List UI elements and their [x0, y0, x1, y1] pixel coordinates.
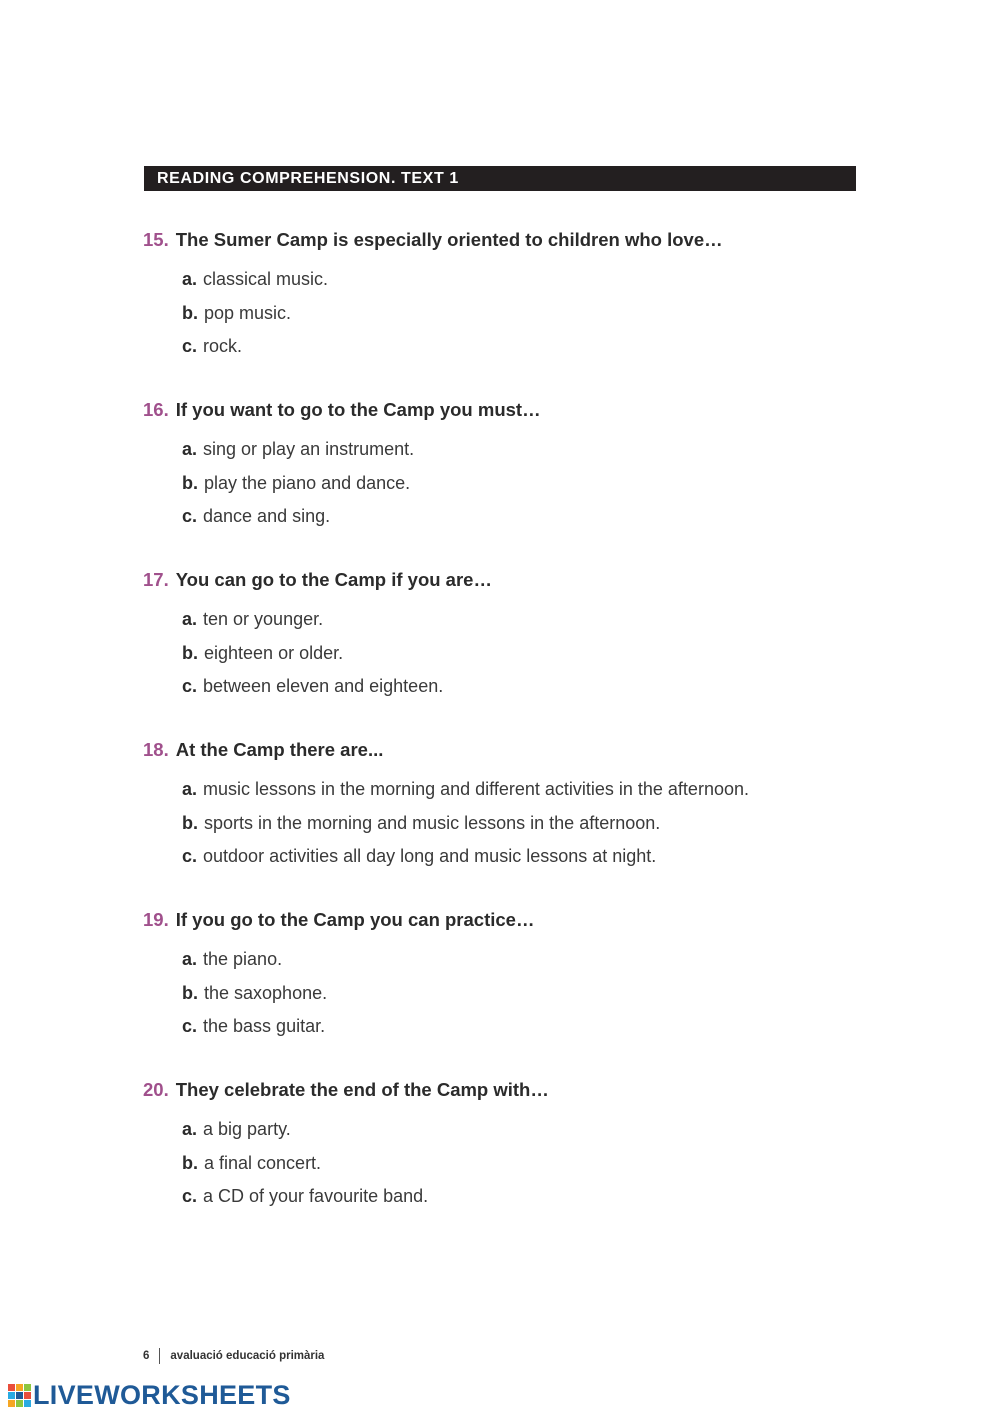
- question-number: 19.: [143, 909, 169, 930]
- question-heading: [143, 906, 863, 934]
- option-letter: b.: [182, 812, 198, 833]
- answer-option[interactable]: [182, 500, 863, 534]
- logo-tile: [24, 1392, 31, 1399]
- question-list: [143, 226, 863, 1246]
- option-letter: c.: [182, 1186, 198, 1207]
- question: [143, 396, 863, 566]
- option-text: ten or younger.: [203, 609, 324, 629]
- question: [143, 906, 863, 1076]
- logo-tile: [24, 1384, 31, 1391]
- answer-option[interactable]: [182, 467, 863, 501]
- question-text: At the Camp there are...: [175, 739, 384, 760]
- logo-tile: [8, 1392, 15, 1399]
- publication-name: avaluació educació primària: [170, 1350, 325, 1363]
- answer-option[interactable]: [182, 433, 863, 467]
- question-text: The Sumer Camp is especially oriented to children who love…: [175, 229, 723, 250]
- option-text: play the piano and dance.: [204, 472, 411, 493]
- question: [143, 736, 863, 906]
- answer-option[interactable]: [182, 977, 863, 1011]
- answer-option[interactable]: [182, 603, 863, 637]
- option-list: [182, 433, 863, 534]
- answer-option[interactable]: [182, 637, 863, 671]
- liveworksheets-brand[interactable]: [8, 1380, 291, 1410]
- option-letter: a.: [182, 779, 198, 799]
- question-text: If you want to go to the Camp you must…: [175, 399, 541, 420]
- answer-option[interactable]: [182, 943, 863, 977]
- logo-tile: [16, 1384, 23, 1391]
- option-letter: a.: [182, 609, 198, 629]
- question-heading: [143, 1076, 863, 1104]
- option-list: [182, 1113, 863, 1214]
- page-footer: [143, 1348, 324, 1364]
- option-letter: a.: [182, 949, 198, 969]
- option-list: [182, 603, 863, 704]
- option-letter: b.: [182, 302, 198, 323]
- option-letter: c.: [182, 336, 198, 357]
- answer-option[interactable]: [182, 297, 863, 331]
- option-list: [182, 943, 863, 1044]
- answer-option[interactable]: [182, 840, 863, 874]
- answer-option[interactable]: [182, 1113, 863, 1147]
- question-heading: [143, 396, 863, 424]
- footer-divider: [159, 1348, 160, 1364]
- option-letter: b.: [182, 982, 198, 1003]
- option-text: the piano.: [203, 949, 283, 969]
- option-list: [182, 773, 863, 874]
- option-text: a CD of your favourite band.: [203, 1186, 429, 1207]
- answer-option[interactable]: [182, 330, 863, 364]
- option-letter: c.: [182, 846, 198, 867]
- question-heading: [143, 226, 863, 254]
- option-text: the bass guitar.: [203, 1016, 326, 1037]
- answer-option[interactable]: [182, 263, 863, 297]
- answer-option[interactable]: [182, 807, 863, 841]
- liveworksheets-logo-icon: [8, 1384, 31, 1407]
- logo-tile: [24, 1400, 31, 1407]
- question-text: You can go to the Camp if you are…: [175, 569, 492, 590]
- option-text: rock.: [203, 336, 243, 357]
- logo-tile: [8, 1400, 15, 1407]
- option-letter: c.: [182, 1016, 198, 1037]
- option-text: outdoor activities all day long and music lessons at night.: [203, 846, 657, 867]
- question: [143, 566, 863, 736]
- question-number: 16.: [143, 399, 169, 420]
- option-letter: b.: [182, 1152, 198, 1173]
- option-text: a big party.: [203, 1119, 291, 1139]
- page-number: 6: [143, 1350, 150, 1363]
- option-text: the saxophone.: [204, 982, 328, 1003]
- option-text: between eleven and eighteen.: [203, 676, 444, 697]
- option-text: sing or play an instrument.: [203, 439, 415, 459]
- answer-option[interactable]: [182, 1010, 863, 1044]
- option-text: music lessons in the morning and different activities in the afternoon.: [203, 779, 749, 799]
- question-number: 18.: [143, 739, 169, 760]
- option-text: pop music.: [204, 302, 292, 323]
- option-letter: c.: [182, 676, 198, 697]
- option-letter: a.: [182, 269, 198, 289]
- question-heading: [143, 736, 863, 764]
- logo-tile: [16, 1392, 23, 1399]
- logo-tile: [16, 1400, 23, 1407]
- answer-option[interactable]: [182, 670, 863, 704]
- logo-tile: [8, 1384, 15, 1391]
- answer-option[interactable]: [182, 1147, 863, 1181]
- section-title: READING COMPREHENSION. TEXT 1: [157, 170, 459, 187]
- question-number: 15.: [143, 229, 169, 250]
- question: [143, 226, 863, 396]
- option-letter: b.: [182, 472, 198, 493]
- question-heading: [143, 566, 863, 594]
- option-text: dance and sing.: [203, 506, 331, 527]
- question-number: 17.: [143, 569, 169, 590]
- option-letter: a.: [182, 439, 198, 459]
- question: [143, 1076, 863, 1246]
- answer-option[interactable]: [182, 1180, 863, 1214]
- option-letter: a.: [182, 1119, 198, 1139]
- option-list: [182, 263, 863, 364]
- option-letter: c.: [182, 506, 198, 527]
- brand-name: LIVEWORKSHEETS: [33, 1380, 291, 1410]
- question-number: 20.: [143, 1079, 169, 1100]
- section-header-bar: [144, 166, 856, 191]
- option-text: sports in the morning and music lessons in the afternoon.: [204, 812, 661, 833]
- option-text: a final concert.: [204, 1152, 322, 1173]
- question-text: They celebrate the end of the Camp with…: [175, 1079, 549, 1100]
- answer-option[interactable]: [182, 773, 863, 807]
- option-text: eighteen or older.: [204, 642, 344, 663]
- question-text: If you go to the Camp you can practice…: [175, 909, 535, 930]
- option-text: classical music.: [203, 269, 329, 289]
- option-letter: b.: [182, 642, 198, 663]
